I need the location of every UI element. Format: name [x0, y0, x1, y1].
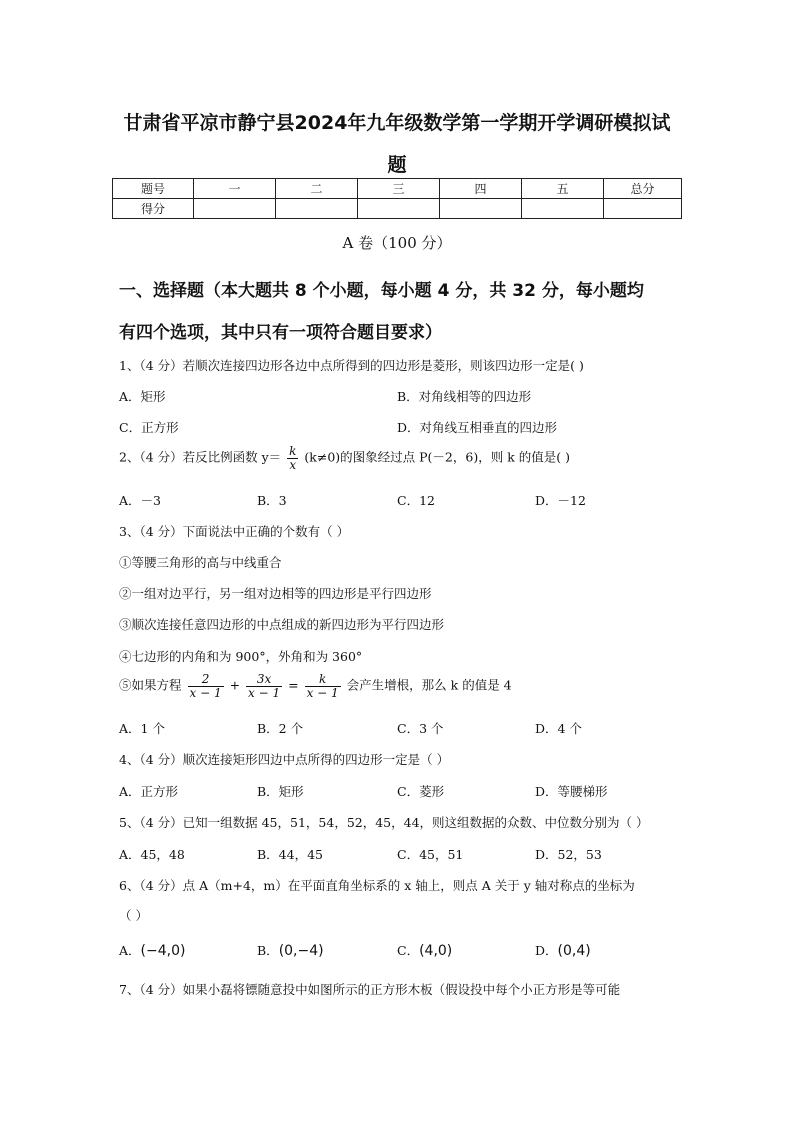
- q2-stem-prefix: 2、（4 分）若反比例函数 y＝: [119, 449, 282, 465]
- q4-option-c[interactable]: C．菱形: [397, 784, 445, 799]
- question-7-stem: 7、（4 分）如果小磊将镖随意投中如图所示的正方形木板（假设投中每个小正方形是等可能: [119, 982, 621, 997]
- part1-heading-line1: 一、选择题（本大题共 8 个小题，每小题 4 分，共 32 分，每小题均: [119, 281, 644, 301]
- q4-option-d[interactable]: D．等腰梯形: [535, 784, 608, 799]
- q3-s5-suffix: 会产生增根，那么 k 的值是 4: [346, 677, 512, 693]
- option-label: D．: [535, 943, 558, 958]
- fraction-numerator: 2: [201, 672, 210, 686]
- fraction-denominator: x − 1: [306, 685, 339, 700]
- part1-heading-line2: 有四个选项，其中只有一项符合题目要求）: [119, 323, 442, 343]
- q2-option-b[interactable]: B．3: [257, 493, 287, 508]
- q6-option-a[interactable]: [119, 941, 185, 959]
- plus-sign: +: [229, 677, 241, 693]
- exam-title-line1: 甘肃省平凉市静宁县2024年九年级数学第一学期开学调研模拟试: [123, 112, 671, 134]
- q1-option-d[interactable]: D．对角线互相垂直的四边形: [397, 420, 558, 435]
- score-input-cell[interactable]: [440, 199, 522, 219]
- equals-sign: =: [288, 677, 299, 693]
- q6-answer-paren: （ ）: [119, 908, 148, 923]
- q1-option-b[interactable]: B．对角线相等的四边形: [397, 389, 532, 404]
- q3-fraction-1: [188, 673, 224, 699]
- question-4-stem: 4、（4 分）顺次连接矩形四边中点所得的四边形一定是（ ）: [119, 752, 450, 767]
- score-cell: 二: [276, 179, 358, 199]
- score-input-cell[interactable]: [604, 199, 682, 219]
- question-6-stem: 6、（4 分）点 A（m+4，m）在平面直角坐标系的 x 轴上，则点 A 关于 y 轴对称点的坐标为: [119, 878, 635, 893]
- q6-option-b[interactable]: [257, 941, 324, 959]
- score-cell: 得分: [113, 199, 194, 219]
- q1-option-c[interactable]: C．正方形: [119, 420, 179, 435]
- exam-title-line2: 题: [387, 154, 407, 176]
- question-3-stem: 3、（4 分）下面说法中正确的个数有（ ）: [119, 524, 350, 539]
- question-5-stem: 5、（4 分）已知一组数据 45，51，54，52，45，44，则这组数据的众数、中位数分别为（ ）: [119, 815, 649, 830]
- q6-option-d[interactable]: [535, 941, 591, 959]
- q3-option-b[interactable]: B．2 个: [257, 721, 304, 736]
- option-value: (0,−4): [278, 943, 324, 959]
- fraction-numerator: k: [319, 672, 327, 686]
- score-cell: 四: [440, 179, 522, 199]
- fraction-numerator: 3x: [256, 672, 272, 686]
- score-cell: 五: [522, 179, 604, 199]
- q3-s5-prefix: ⑤如果方程: [119, 677, 182, 693]
- q5-option-b[interactable]: B．44，45: [257, 847, 323, 862]
- fraction-numerator: k: [289, 444, 297, 458]
- q4-option-b[interactable]: B．矩形: [257, 784, 304, 799]
- q2-fraction-k-over-x: [287, 445, 298, 471]
- score-input-cell[interactable]: [522, 199, 604, 219]
- q1-option-a[interactable]: A．矩形: [119, 389, 166, 404]
- section-a-title: A 卷（100 分）: [342, 234, 452, 252]
- q2-stem-suffix: (k≠0)的图象经过点 P(－2，6)，则 k 的值是( ): [304, 449, 570, 465]
- q3-option-a[interactable]: A．1 个: [119, 721, 165, 736]
- score-input-cell[interactable]: [276, 199, 358, 219]
- q5-option-d[interactable]: D．52，53: [535, 847, 602, 862]
- fraction-denominator: x − 1: [189, 685, 222, 700]
- option-label: C．: [397, 943, 420, 958]
- q3-statement-5: [119, 673, 512, 699]
- score-table-header-row: [113, 179, 682, 199]
- q3-fraction-2: [246, 673, 282, 699]
- option-value: (4,0): [419, 943, 453, 959]
- score-table: [112, 178, 682, 219]
- fraction-denominator: x − 1: [248, 685, 281, 700]
- q4-option-a[interactable]: A．正方形: [119, 784, 179, 799]
- q3-fraction-3: [305, 673, 341, 699]
- score-cell: 总分: [604, 179, 682, 199]
- question-1-stem: 1、（4 分）若顺次连接四边形各边中点所得到的四边形是菱形，则该四边形一定是( ): [119, 358, 584, 373]
- score-cell: 一: [194, 179, 276, 199]
- score-table-score-row: [113, 199, 682, 219]
- q5-option-c[interactable]: C．45，51: [397, 847, 464, 862]
- score-input-cell[interactable]: [194, 199, 276, 219]
- question-2-stem: [119, 445, 570, 471]
- score-cell: 题号: [113, 179, 194, 199]
- q6-option-c[interactable]: [397, 941, 452, 959]
- q3-statement-3: ③顺次连接任意四边形的中点组成的新四边形为平行四边形: [119, 617, 445, 632]
- option-label: B．: [257, 943, 279, 958]
- score-input-cell[interactable]: [358, 199, 440, 219]
- option-value: (−4,0): [140, 943, 186, 959]
- q3-statement-2: ②一组对边平行，另一组对边相等的四边形是平行四边形: [119, 586, 432, 601]
- fraction-denominator: x: [287, 458, 298, 472]
- q2-option-a[interactable]: A．－3: [119, 493, 161, 508]
- q5-option-a[interactable]: A．45，48: [119, 847, 185, 862]
- q2-option-d[interactable]: D．－12: [535, 493, 586, 508]
- q3-option-c[interactable]: C．3 个: [397, 721, 444, 736]
- q2-option-c[interactable]: C．12: [397, 493, 435, 508]
- q3-option-d[interactable]: D．4 个: [535, 721, 582, 736]
- option-label: A．: [119, 943, 141, 958]
- option-value: (0,4): [557, 943, 591, 959]
- score-cell: 三: [358, 179, 440, 199]
- q3-statement-4: ④七边形的内角和为 900°，外角和为 360°: [119, 649, 363, 664]
- q3-statement-1: ①等腰三角形的高与中线重合: [119, 555, 282, 570]
